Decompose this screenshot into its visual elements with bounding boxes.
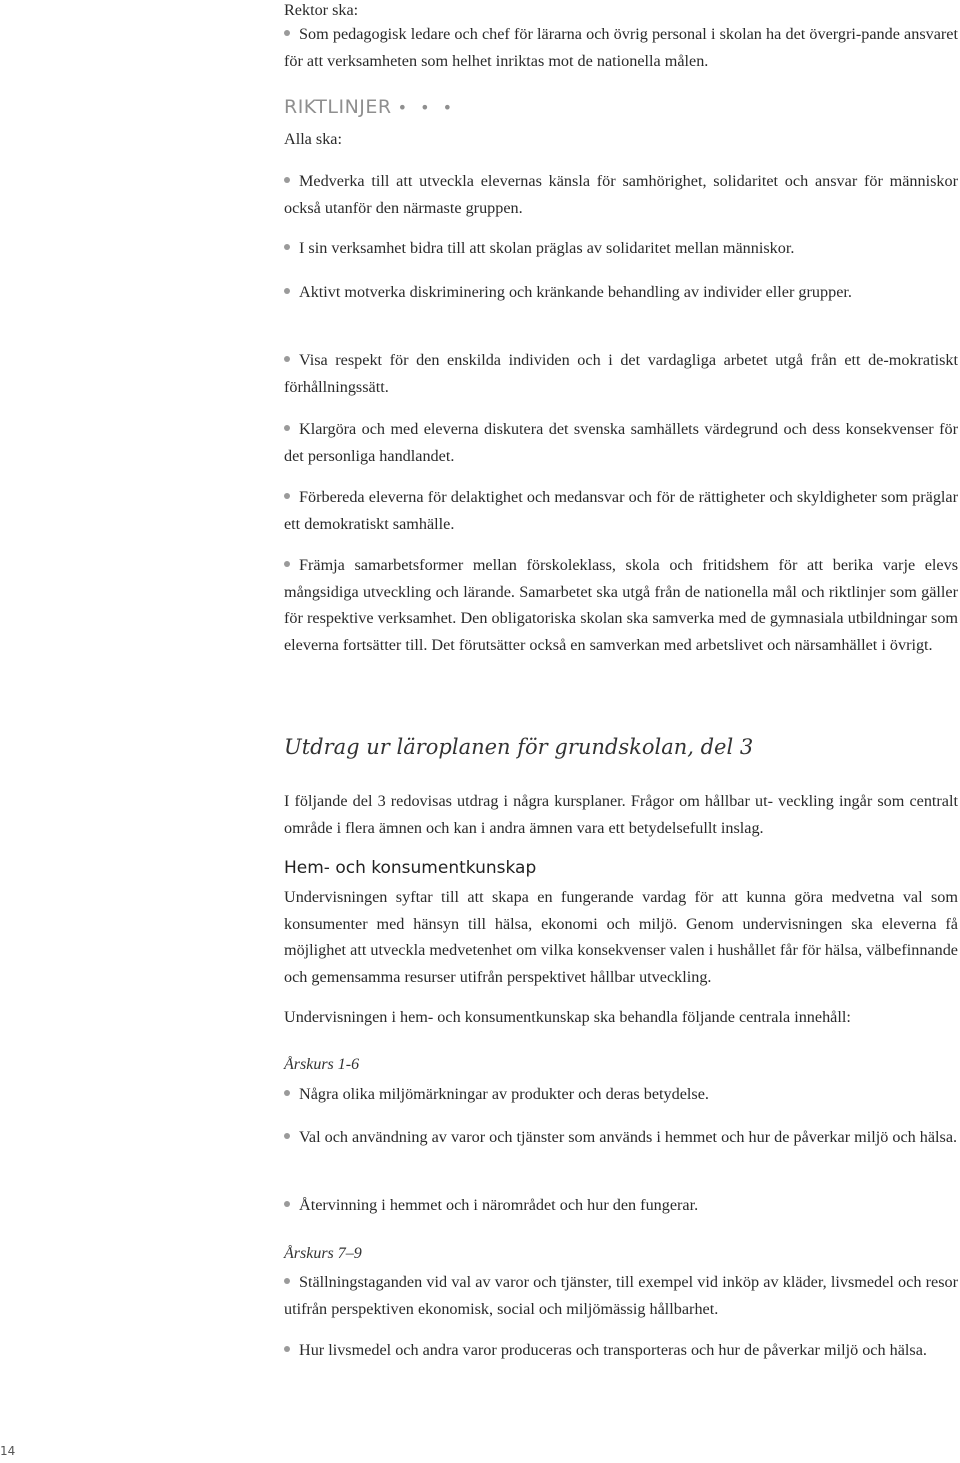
rektor-label: Rektor ska: [284,1,359,19]
section-title: Utdrag ur läroplanen för grundskolan, del 3 [284,735,754,759]
section-intro: I följande del 3 redovisas utdrag i några kursplaner. Frågor om hållbar ut- veckling ingår som centralt område i flera ämnen och kan i andra ämnen vara ett betydelsefullt inslag. [284,792,958,837]
riktlinjer-item-3: Aktivt motverka diskriminering och kränkande behandling av individer eller grupper. [284,279,958,306]
grade1-item-1: Några olika miljömärkningar av produkter och deras betydelse. [284,1081,958,1108]
grade2-item-1: Ställningstaganden vid val av varor och tjänster, till exempel vid inköp av kläder, livsmedel och resor utifrån perspektiven ekonomisk, social och miljömässig hållbarhet. [284,1269,958,1322]
grade1-item-2: Val och användning av varor och tjänster som används i hemmet och hur de påverkar miljö och hälsa. [284,1124,958,1151]
page-number: 14 [0,1444,16,1458]
subject-heading: Hem- och konsumentkunskap [284,858,537,878]
riktlinjer-heading [284,96,456,118]
riktlinjer-item-1: Medverka till att utveckla elevernas känsla för samhörighet, solidaritet och ansvar för människor också utanför den närmaste gruppen. [284,168,958,221]
riktlinjer-item-2: I sin verksamhet bidra till att skolan präglas av solidaritet mellan människor. [284,235,958,262]
subject-paragraph-1: Undervisningen syftar till att skapa en fungerande vardag för att kunna göra medvetna val som konsumenter med hänsyn till hälsa, ekonomi och miljö. Genom undervisningen ska eleverna få möjlighet att utveckla medvetenhet om vilka konsekvenser valen i hushållet får för hälsa, välbefinnande och gemensamma resurser utifrån perspektivet hållbar utveckling. [284,888,958,986]
riktlinjer-dots: • • • [397,98,457,117]
riktlinjer-item-6: Förbereda eleverna för delaktighet och medansvar och för de rättigheter och skyldigheter som präglar ett demokratiskt samhälle. [284,484,958,537]
riktlinjer-item-7: Främja samarbetsformer mellan förskoleklass, skola och fritidshem för att berika varje elevs mångsidiga utveckling och lärande. Samarbetet ska utgå från de nationella mål och riktlinjer som gäller för respektive verksamhet. Den obligatoriska skolan ska samverka med de gymnasiala utbildningar som eleverna fortsätter till. Det förutsätter också en samverkan med arbetslivet och närsamhället i övrigt. [284,552,958,658]
rektor-item: Som pedagogisk ledare och chef för lärarna och övrig personal i skolan ha det övergri-pande ansvaret för att verksamheten som helhet inriktas mot de nationella målen. [284,21,958,74]
riktlinjer-lead: Alla ska: [284,130,342,148]
riktlinjer-item-4: Visa respekt för den enskilda individen och i det vardagliga arbetet utgå från ett de-mokratiskt förhållningssätt. [284,347,958,400]
subject-paragraph-2: Undervisningen i hem- och konsumentkunskap ska behandla följande centrala innehåll: [284,1008,851,1026]
grade-label-7-9: Årskurs 7–9 [284,1245,362,1262]
grade1-item-3: Återvinning i hemmet och i närområdet och hur den fungerar. [284,1192,958,1219]
grade-label-1-6: Årskurs 1-6 [284,1056,360,1073]
grade2-item-2: Hur livsmedel och andra varor produceras och transporteras och hur de påverkar miljö och hälsa. [284,1337,958,1364]
riktlinjer-item-5: Klargöra och med eleverna diskutera det svenska samhällets värdegrund och dess konsekvenser för det personliga handlandet. [284,416,958,469]
riktlinjer-heading-text: RIKTLINJER [284,96,392,118]
